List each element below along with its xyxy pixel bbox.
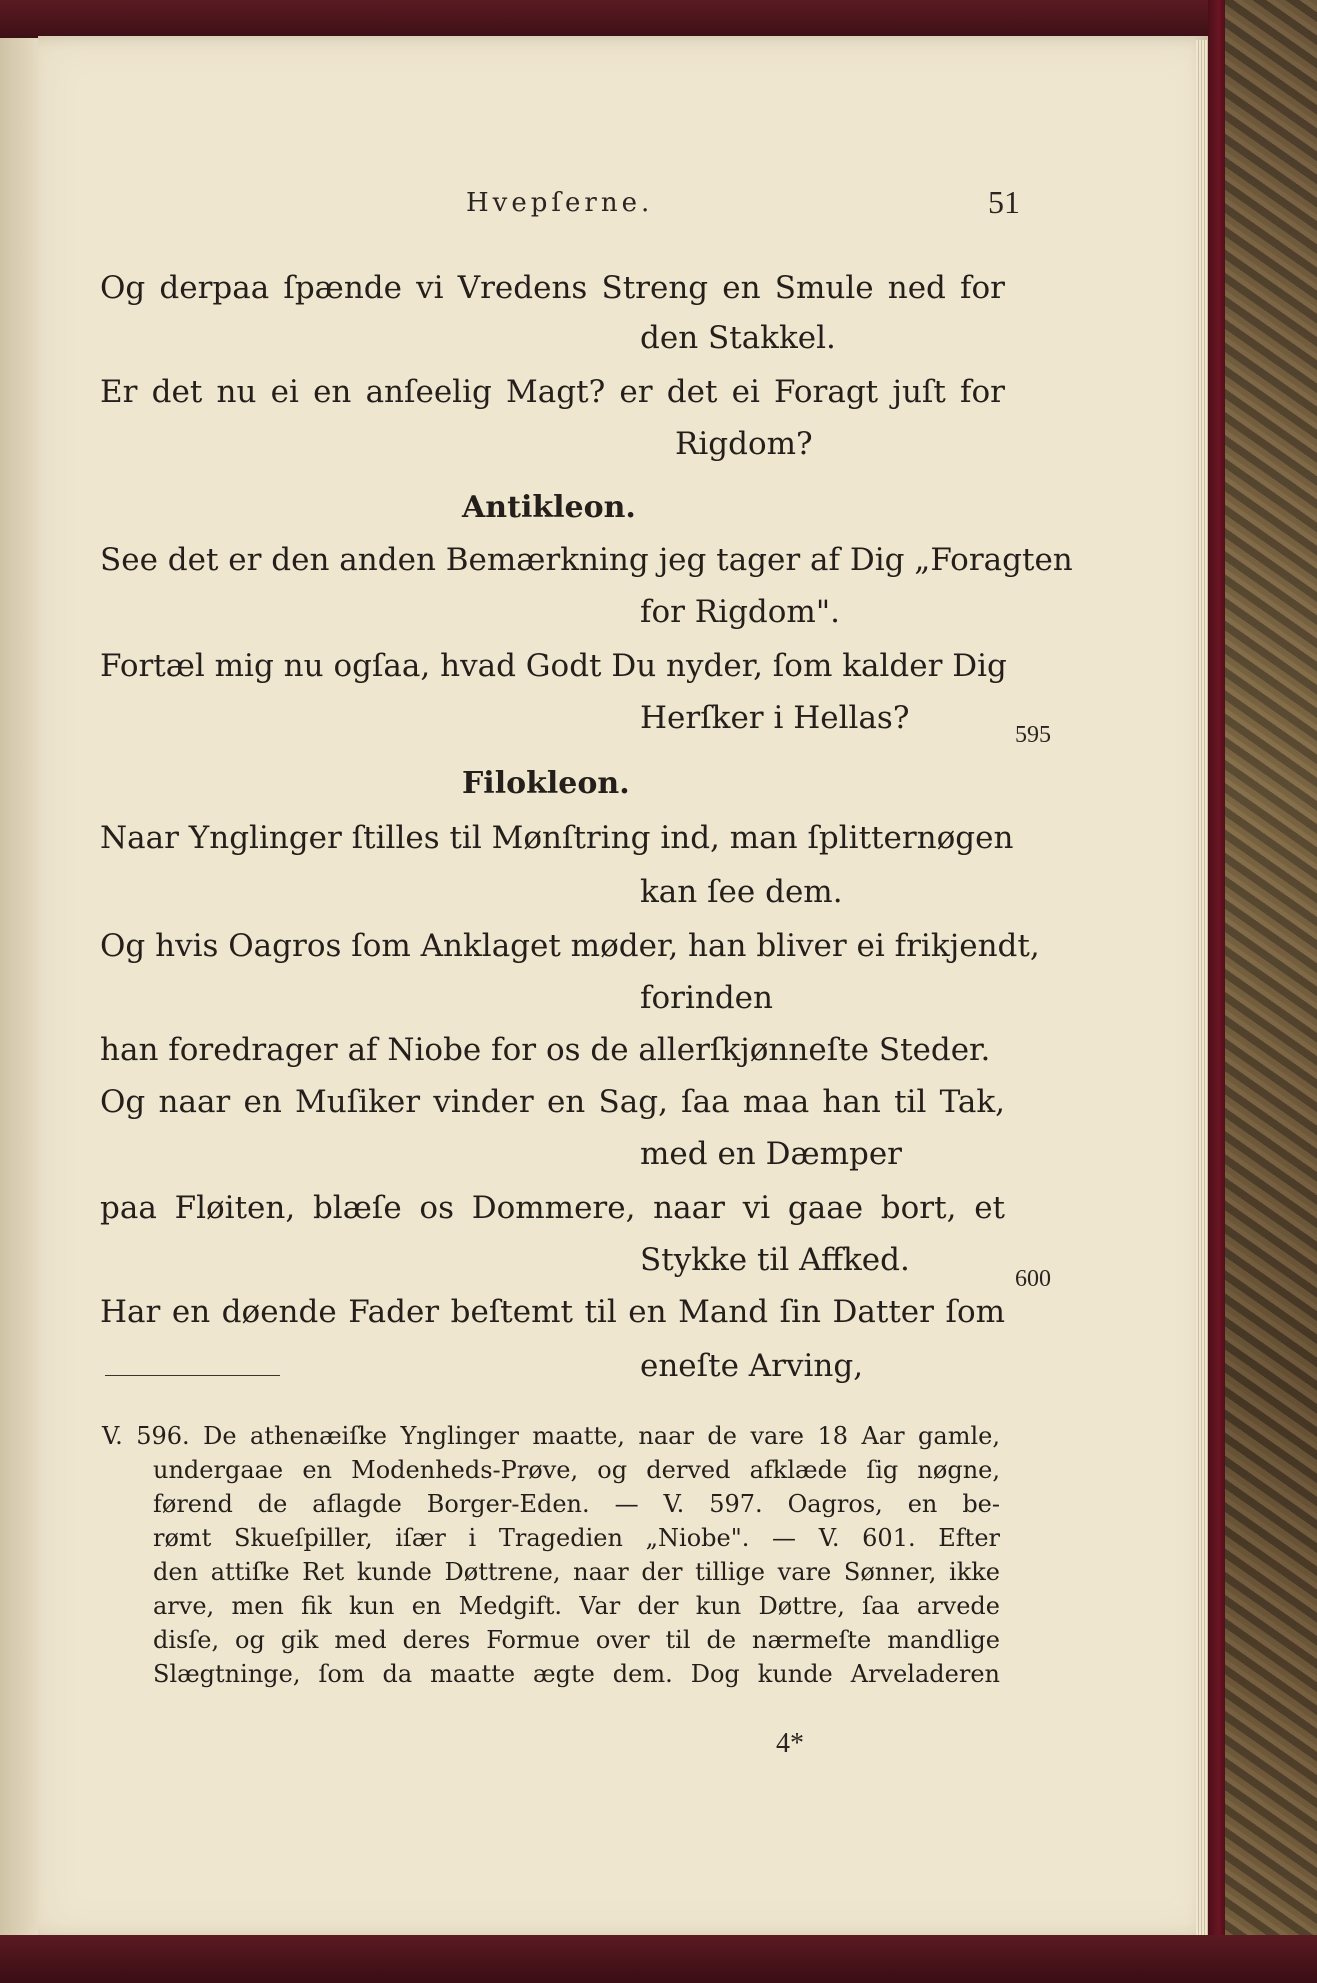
verse-line: See det er den anden Bemærkning jeg tager af Dig „Foragten xyxy=(100,542,1073,578)
verse-continuation: Rigdom? xyxy=(675,426,813,462)
verse-line: Fortæl mig nu ogſaa, hvad Godt Du nyder, ſom kalder Dig xyxy=(100,648,1007,684)
facing-page-edge xyxy=(0,0,40,1983)
verse-line: Og hvis Oagros ſom Anklaget møder, han bliver ei frikjendt, xyxy=(100,928,1040,964)
footnote-line: Slægtninge, ſom da maatte ægte dem. Dog kunde Arveladeren xyxy=(153,1660,1000,1688)
verse-continuation: Stykke til Affked. xyxy=(640,1242,910,1278)
verse-continuation: Herſker i Hellas? xyxy=(640,700,910,736)
verse-continuation: kan ſee dem. xyxy=(640,874,843,910)
footnote-line: undergaae en Modenheds-Prøve, og derved afklæde ſig nøgne, xyxy=(153,1456,1000,1484)
footnote-line: førend de aflagde Borger-Eden. — V. 597. Oagros, en be- xyxy=(153,1490,1000,1518)
line-number: 600 xyxy=(1015,1266,1051,1292)
speaker-heading: Antikleon. xyxy=(462,490,636,525)
marbled-cover xyxy=(1225,0,1317,1983)
footnote-line: disſe, og gik med deres Formue over til de nærmeſte mandlige xyxy=(153,1626,1000,1654)
cover-bottom-edge xyxy=(0,1935,1317,1983)
footnote-line: rømt Skueſpiller, iſær i Tragedien „Niobe". — V. 601. Efter xyxy=(153,1524,1000,1552)
speaker-heading: Filokleon. xyxy=(462,766,630,801)
verse-continuation: eneſte Arving, xyxy=(640,1348,864,1384)
verse-line: Naar Ynglinger ſtilles til Mønſtring ind, man ſplitternøgen xyxy=(100,820,1014,856)
verse-line: paa Fløiten, blæſe os Dommere, naar vi gaae bort, et xyxy=(100,1190,1005,1226)
footnote-rule xyxy=(105,1375,280,1376)
verse-line: han foredrager af Niobe for os de allerſkjønneſte Steder. xyxy=(100,1032,991,1068)
verse-line: Og naar en Muſiker vinder en Sag, ſaa maa han til Tak, xyxy=(100,1084,1005,1120)
footnote-line: V. 596. De athenæiſke Ynglinger maatte, naar de vare 18 Aar gamle, xyxy=(102,1422,1000,1450)
footnote-line: den attiſke Ret kunde Døttrene, naar der tillige vare Sønner, ikke xyxy=(153,1558,1000,1586)
verse-continuation: med en Dæmper xyxy=(640,1136,903,1172)
signature-mark: 4* xyxy=(776,1728,804,1759)
verse-continuation: den Stakkel. xyxy=(640,320,836,356)
verse-line: Er det nu ei en anſeelig Magt? er det ei Foragt juſt for xyxy=(100,374,1005,410)
page-number: 51 xyxy=(988,184,1020,220)
verse-continuation: for Rigdom". xyxy=(640,594,840,630)
running-title: Hvepſerne. xyxy=(466,188,654,218)
line-number: 595 xyxy=(1015,722,1051,748)
verse-continuation: forinden xyxy=(640,980,773,1016)
verse-line: Og derpaa ſpænde vi Vredens Streng en Smule ned for xyxy=(100,270,1005,306)
verse-line: Har en døende Fader beſtemt til en Mand ſin Datter ſom xyxy=(100,1294,1005,1330)
footnote-line: arve, men fik kun en Medgift. Var der kun Døttre, ſaa arvede xyxy=(153,1592,1000,1620)
cover-top-edge xyxy=(0,0,1230,38)
